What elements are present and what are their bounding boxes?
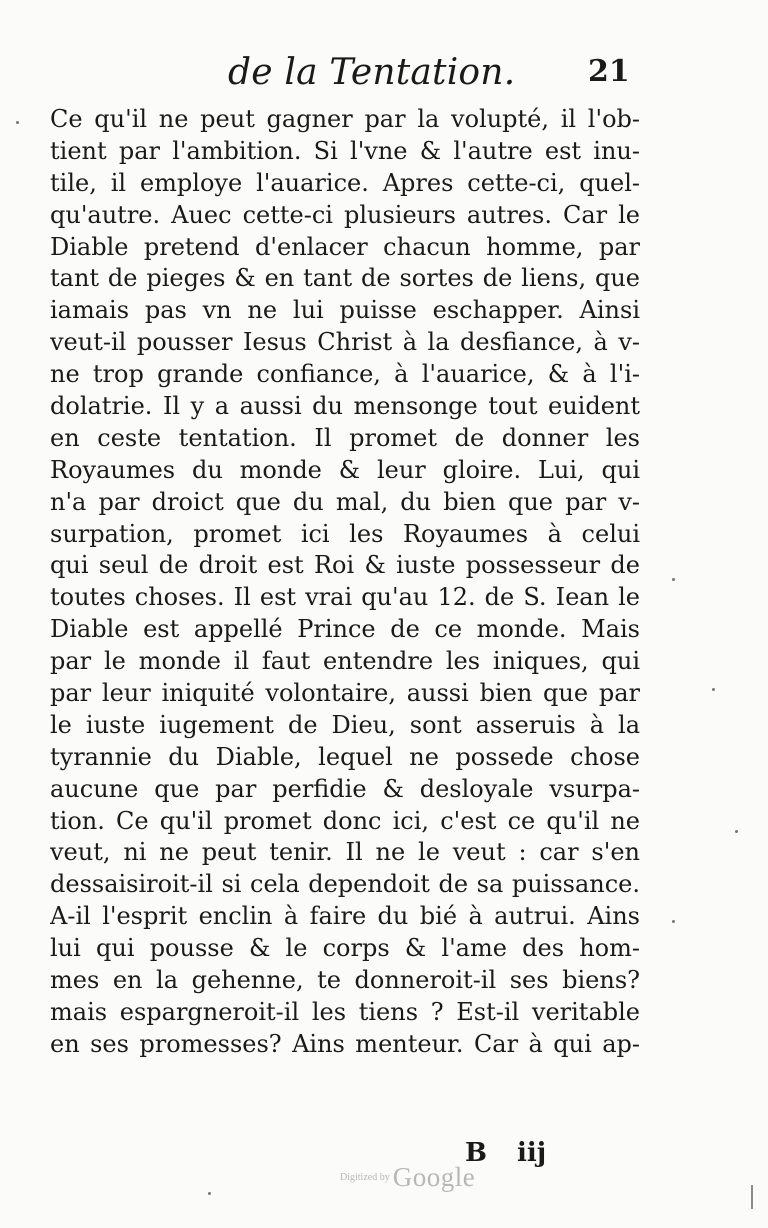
text-line: tant de pieges & en tant de sortes de liens, que: [50, 264, 640, 293]
text-line: tile, il employe l'auarice. Apres cette-ci, quel-: [50, 168, 640, 197]
text-line: qui seul de droit est Roi & iuste possesseur de: [50, 551, 640, 580]
text-line: en ceste tentation. Il promet de donner les: [50, 423, 640, 452]
text-line: tient par l'ambition. Si l'vne & l'autre est inu-: [50, 136, 640, 165]
text-line: en ses promesses? Ains menteur. Car à qui ap-: [50, 1029, 640, 1058]
text-line: Royaumes du monde & leur gloire. Lui, qui: [50, 455, 640, 484]
text-line: mes en la gehenne, te donneroit-il ses biens?: [50, 966, 640, 995]
text-line: A-il l'esprit enclin à faire du bié à autrui. Ains: [50, 902, 640, 931]
text-line: iamais pas vn ne lui puisse eschapper. Ainsi: [50, 296, 640, 325]
ink-speck: [208, 1192, 211, 1195]
ink-speck: [735, 830, 738, 833]
text-line: tyrannie du Diable, lequel ne possede chose: [50, 742, 640, 771]
google-logo-text: Google: [392, 1162, 476, 1192]
signature-mark: [465, 1138, 546, 1168]
body-text: [50, 104, 640, 1061]
google-watermark: [340, 1162, 475, 1193]
running-title: de la Tentation.: [228, 52, 516, 93]
text-line: n'a par droict que du mal, du bien que par v-: [50, 487, 640, 516]
ink-speck: [672, 578, 675, 581]
text-line: le iuste iugement de Dieu, sont asseruis à la: [50, 710, 640, 739]
signature-number: iij: [516, 1138, 547, 1168]
text-line: Ce qu'il ne peut gagner par la volupté, il l'ob-: [50, 105, 640, 133]
text-line: veut, ni ne peut tenir. Il ne le veut : car s'en: [50, 838, 640, 867]
text-line: dessaisiroit-il si cela dependoit de sa puissance.: [50, 870, 640, 899]
text-line: qu'autre. Auec cette-ci plusieurs autres. Car le: [50, 200, 640, 229]
text-line: aucune que par perfidie & desloyale vsurpa-: [50, 774, 640, 803]
ink-speck: [672, 920, 675, 923]
text-line: veut-il pousser Iesus Christ à la desfiance, à v-: [50, 328, 640, 357]
text-line: par le monde il faut entendre les iniques, qui: [50, 647, 640, 676]
text-line: par leur iniquité volontaire, aussi bien que par: [50, 679, 640, 708]
text-line: surpation, promet ici les Royaumes à celui: [50, 519, 640, 548]
text-line: dolatrie. Il y a aussi du mensonge tout euident: [50, 392, 640, 421]
page-number: 21: [588, 54, 630, 89]
page-edge-mark: [751, 1185, 753, 1209]
signature-letter: B: [465, 1138, 487, 1168]
ink-speck: [16, 121, 19, 124]
text-line: lui qui pousse & le corps & l'ame des hom-: [50, 934, 640, 963]
text-line: Diable pretend d'enlacer chacun homme, par: [50, 232, 640, 261]
text-line: ne trop grande confiance, à l'auarice, & à l'i-: [50, 360, 640, 389]
text-line: toutes choses. Il est vrai qu'au 12. de S. Iean le: [50, 583, 640, 612]
text-line: tion. Ce qu'il promet donc ici, c'est ce qu'il ne: [50, 806, 640, 835]
text-line: Diable est appellé Prince de ce monde. Mais: [50, 615, 640, 644]
ink-speck: [712, 688, 715, 691]
digitized-label: Digitized by: [340, 1172, 390, 1183]
text-line: mais espargneroit-il les tiens ? Est-il veritable: [50, 997, 640, 1026]
